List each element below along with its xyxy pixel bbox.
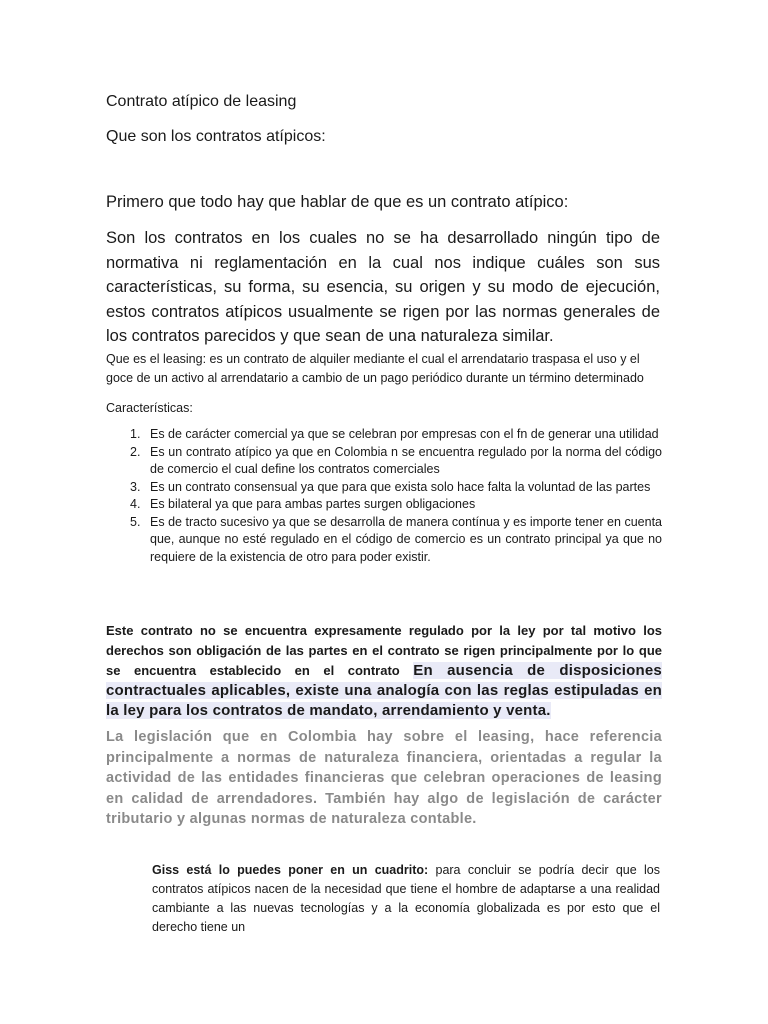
list-item bbox=[106, 426, 662, 444]
atypical-contract-paragraph: Son los contratos en los cuales no se ha desarrollado ningún tipo de normativa ni reglamentación en la cual nos indique cuáles son sus características, su forma, su esencia, su origen y su modo de ejecución, estos contratos atípicos usualmente se rigen por las normas generales de los contratos parecidos y que sean de una naturaleza similar. bbox=[106, 229, 660, 345]
list-item-text: Es un contrato atípico ya que en Colombia n se encuentra regulado por la norma del código de comercio el cual define los contratos comerciales bbox=[150, 444, 662, 476]
list-item-text: Es de carácter comercial ya que se celebran por empresas con el fn de generar una utilidad bbox=[150, 427, 659, 441]
list-item-text: Es bilateral ya que para ambas partes surgen obligaciones bbox=[150, 497, 476, 511]
list-number: 5. bbox=[130, 514, 141, 529]
section-title: Que son los contratos atípicos: bbox=[106, 128, 326, 145]
characteristics-list bbox=[106, 426, 662, 566]
highlighted-analogy-text: En ausencia de disposiciones contractuales aplicables, existe una analogía con las reglas estipuladas en la ley para los contratos de mandato, arrendamiento y venta. bbox=[106, 662, 662, 719]
list-item-text: Es de tracto sucesivo ya que se desarrolla de manera contínua y es importe tener en cuenta que, aunque no esté regulado en el código de comercio es un contrato principal ya que no requiere de la existencia de otro para poder existir. bbox=[150, 514, 662, 564]
list-item bbox=[106, 479, 662, 497]
characteristics-label: Características: bbox=[106, 401, 193, 415]
document-title: Contrato atípico de leasing bbox=[106, 93, 297, 110]
list-item bbox=[106, 514, 662, 567]
regulation-paragraph bbox=[106, 621, 662, 721]
list-number: 4. bbox=[130, 497, 141, 511]
leasing-definition: Que es el leasing: es un contrato de alquiler mediante el cual el arrendatario traspasa el uso y el goce de un activo al arrendatario a cambio de un pago periódico durante un término determinado bbox=[106, 352, 644, 385]
conclusion-note: Giss está lo puedes poner en un cuadrito: bbox=[152, 863, 429, 877]
list-item-text: Es un contrato consensual ya que para que exista solo hace falta la voluntad de las partes bbox=[150, 479, 651, 494]
list-number: 1. bbox=[130, 427, 141, 441]
conclusion-text: para concluir se podría decir que los contratos atípicos nacen de la necesidad que tiene el hombre de adaptarse a una realidad cambiante a las nuevas tecnologías y a la economía globalizada es por esto que el derecho tiene un bbox=[152, 863, 660, 934]
list-number: 2. bbox=[130, 444, 141, 459]
legislation-paragraph: La legislación que en Colombia hay sobre el leasing, hace referencia principalmente a normas de naturaleza financiera, orientadas a regular la actividad de las entidades financieras que celebran operaciones de leasing en calidad de arrendadores. También hay algo de legislación de carácter tributario y algunas normas de naturaleza contable. bbox=[106, 729, 662, 827]
intro-heading: Primero que todo hay que hablar de que es un contrato atípico: bbox=[106, 193, 569, 211]
conclusion-paragraph bbox=[152, 861, 660, 937]
list-item bbox=[106, 496, 662, 514]
list-item bbox=[106, 444, 662, 479]
list-number: 3. bbox=[130, 479, 141, 494]
regulation-text: Este contrato no se encuentra expresamente regulado por la ley por tal motivo los derechos son obligación de las partes en el contrato se rigen principalmente por lo que se encuentra establecido en el contrato bbox=[106, 623, 662, 678]
